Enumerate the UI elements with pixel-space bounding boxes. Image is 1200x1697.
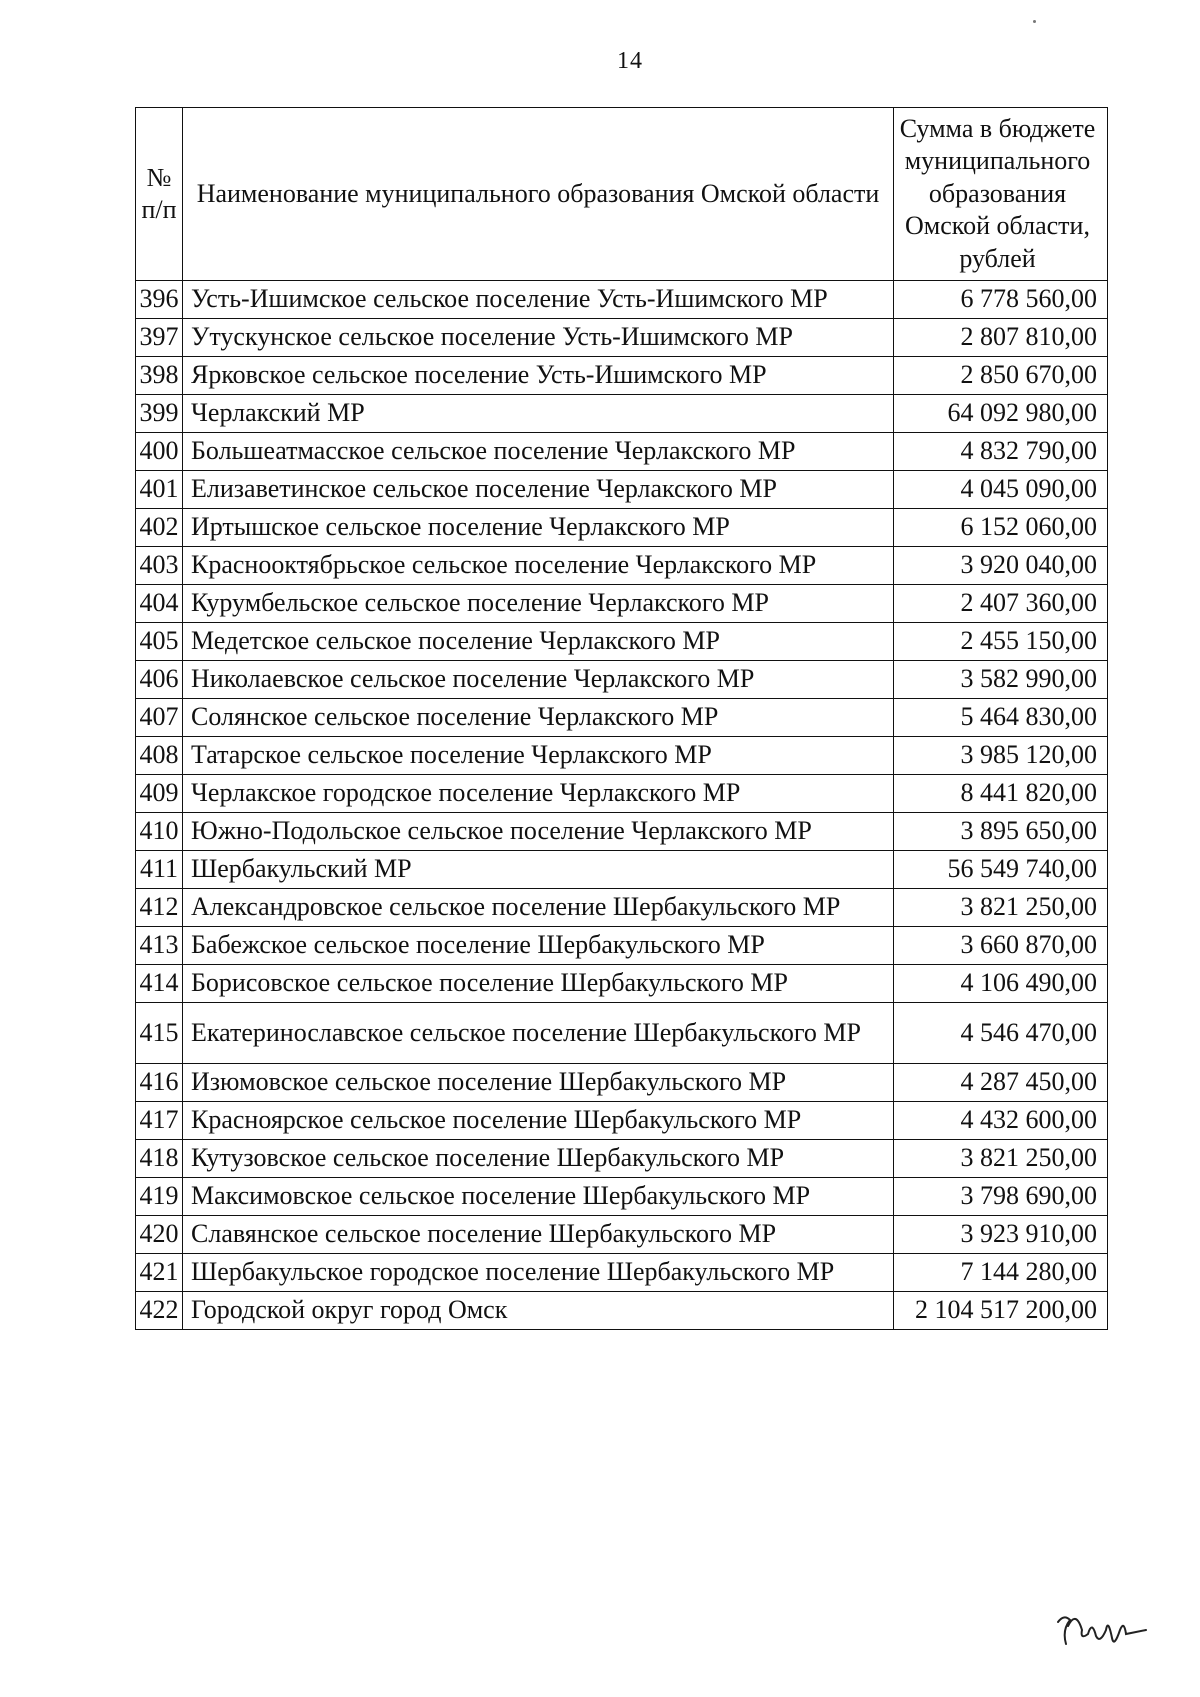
table-row [136,813,1108,851]
header-name: Наименование муниципального образования Омской области [183,108,894,281]
row-sum: 6 778 560,00 [894,281,1108,319]
header-number: № п/п [136,108,183,281]
table-row [136,281,1108,319]
table-row [136,1216,1108,1254]
table-header-row [136,108,1108,281]
row-name: Усть-Ишимское сельское поселение Усть-Ишимского МР [183,281,894,319]
row-number: 418 [136,1140,183,1178]
table-row [136,319,1108,357]
row-number: 413 [136,927,183,965]
page-number: 14 [617,48,643,74]
row-sum: 2 407 360,00 [894,585,1108,623]
row-name: Солянское сельское поселение Черлакского МР [183,699,894,737]
table-row [136,547,1108,585]
row-name: Шербакульское городское поселение Шербакульского МР [183,1254,894,1292]
row-number: 405 [136,623,183,661]
row-sum: 7 144 280,00 [894,1254,1108,1292]
row-name: Краснооктябрьское сельское поселение Черлакского МР [183,547,894,585]
row-name: Александровское сельское поселение Шербакульского МР [183,889,894,927]
row-number: 411 [136,851,183,889]
row-number: 420 [136,1216,183,1254]
row-number: 412 [136,889,183,927]
row-name: Шербакульский МР [183,851,894,889]
scan-speck [1033,20,1036,23]
row-number: 410 [136,813,183,851]
row-number: 408 [136,737,183,775]
table-row [136,1003,1108,1064]
row-sum: 3 582 990,00 [894,661,1108,699]
row-number: 400 [136,433,183,471]
row-sum: 3 821 250,00 [894,889,1108,927]
row-sum: 3 920 040,00 [894,547,1108,585]
row-sum: 3 895 650,00 [894,813,1108,851]
row-sum: 4 045 090,00 [894,471,1108,509]
row-number: 397 [136,319,183,357]
row-sum: 4 832 790,00 [894,433,1108,471]
row-name: Черлакское городское поселение Черлакского МР [183,775,894,813]
row-sum: 3 798 690,00 [894,1178,1108,1216]
table-row [136,851,1108,889]
row-number: 406 [136,661,183,699]
row-sum: 2 455 150,00 [894,623,1108,661]
row-name: Татарское сельское поселение Черлакского МР [183,737,894,775]
table-row [136,623,1108,661]
row-name: Борисовское сельское поселение Шербакульского МР [183,965,894,1003]
row-number: 401 [136,471,183,509]
row-number: 396 [136,281,183,319]
row-number: 415 [136,1003,183,1064]
table-row [136,699,1108,737]
table-row [136,737,1108,775]
row-sum: 64 092 980,00 [894,395,1108,433]
row-sum: 2 850 670,00 [894,357,1108,395]
row-sum: 5 464 830,00 [894,699,1108,737]
row-name: Славянское сельское поселение Шербакульского МР [183,1216,894,1254]
table-row [136,471,1108,509]
table-body [136,281,1108,1330]
table-row [136,927,1108,965]
row-sum: 4 106 490,00 [894,965,1108,1003]
row-number: 422 [136,1292,183,1330]
table-row [136,357,1108,395]
row-number: 407 [136,699,183,737]
table-row [136,395,1108,433]
row-sum: 3 660 870,00 [894,927,1108,965]
row-sum: 3 985 120,00 [894,737,1108,775]
row-name: Иртышское сельское поселение Черлакского МР [183,509,894,547]
header-sum: Сумма в бюджете муниципального образования Омской области, рублей [894,108,1108,281]
row-sum: 4 546 470,00 [894,1003,1108,1064]
row-number: 414 [136,965,183,1003]
row-name: Курумбельское сельское поселение Черлакского МР [183,585,894,623]
row-number: 421 [136,1254,183,1292]
row-number: 402 [136,509,183,547]
row-sum: 4 287 450,00 [894,1064,1108,1102]
row-number: 399 [136,395,183,433]
table-row [136,1102,1108,1140]
row-name: Бабежское сельское поселение Шербакульского МР [183,927,894,965]
table-row [136,585,1108,623]
row-number: 419 [136,1178,183,1216]
row-sum: 2 807 810,00 [894,319,1108,357]
row-name: Южно-Подольское сельское поселение Черлакского МР [183,813,894,851]
row-number: 409 [136,775,183,813]
table-row [136,889,1108,927]
row-name: Изюмовское сельское поселение Шербакульского МР [183,1064,894,1102]
table-row [136,433,1108,471]
handwritten-signature [1050,1600,1170,1660]
table-row [136,661,1108,699]
table-row [136,1292,1108,1330]
row-name: Красноярское сельское поселение Шербакульского МР [183,1102,894,1140]
row-number: 417 [136,1102,183,1140]
table-row [136,1140,1108,1178]
table-row [136,965,1108,1003]
row-sum: 3 821 250,00 [894,1140,1108,1178]
row-sum: 6 152 060,00 [894,509,1108,547]
row-sum: 3 923 910,00 [894,1216,1108,1254]
row-name: Городской округ город Омск [183,1292,894,1330]
table-row [136,509,1108,547]
table-row [136,1254,1108,1292]
row-number: 404 [136,585,183,623]
row-name: Черлакский МР [183,395,894,433]
row-name: Максимовское сельское поселение Шербакульского МР [183,1178,894,1216]
row-number: 398 [136,357,183,395]
row-sum: 56 549 740,00 [894,851,1108,889]
row-name: Кутузовское сельское поселение Шербакульского МР [183,1140,894,1178]
row-name: Николаевское сельское поселение Черлакского МР [183,661,894,699]
table-row [136,775,1108,813]
table-row [136,1178,1108,1216]
row-name: Медетское сельское поселение Черлакского МР [183,623,894,661]
row-name: Екатеринославское сельское поселение Шербакульского МР [183,1003,894,1064]
row-number: 403 [136,547,183,585]
row-sum: 4 432 600,00 [894,1102,1108,1140]
row-name: Утускунское сельское поселение Усть-Ишимского МР [183,319,894,357]
table-row [136,1064,1108,1102]
budget-table [135,107,1108,1330]
row-sum: 8 441 820,00 [894,775,1108,813]
row-name: Ярковское сельское поселение Усть-Ишимского МР [183,357,894,395]
row-name: Елизаветинское сельское поселение Черлакского МР [183,471,894,509]
row-number: 416 [136,1064,183,1102]
row-sum: 2 104 517 200,00 [894,1292,1108,1330]
row-name: Большеатмасское сельское поселение Черлакского МР [183,433,894,471]
